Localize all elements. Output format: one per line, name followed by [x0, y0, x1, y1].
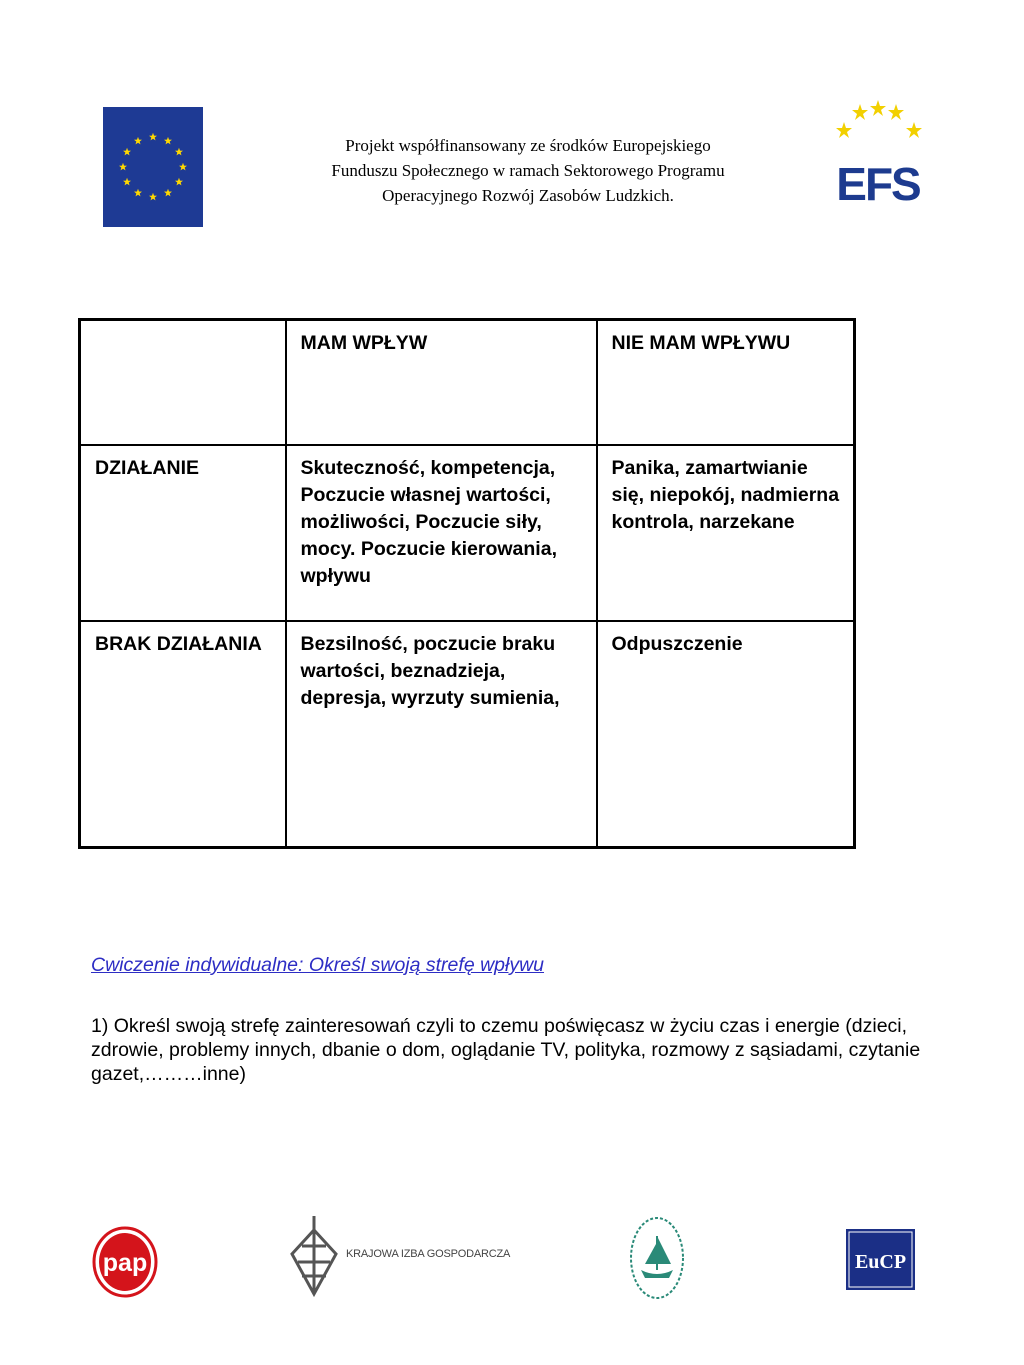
- svg-text:EuCP: EuCP: [854, 1251, 907, 1273]
- svg-text:pap: pap: [102, 1249, 148, 1277]
- table-header-row: [80, 320, 855, 445]
- exercise-title-link[interactable]: Cwiczenie indywidualne: Określ swoją strefę wpływu: [91, 954, 545, 976]
- table-row: [80, 621, 855, 848]
- header-line-1: Projekt współfinansowany ze środków Europejskiego: [345, 136, 711, 155]
- cell-action-no-influence: Panika, zamartwianie się, niepokój, nadmierna kontrola, narzekane: [597, 445, 855, 621]
- header-line-3: Operacyjnego Rozwój Zasobów Ludzkich.: [382, 186, 674, 205]
- influence-table: [78, 318, 856, 849]
- efs-logo: [832, 100, 924, 210]
- row-label-no-action: BRAK DZIAŁANIA: [80, 621, 286, 848]
- cell-no-action-no-influence: Odpuszczenie: [597, 621, 855, 848]
- header-line-2: Funduszu Społecznego w ramach Sektorowego Programu: [331, 161, 725, 180]
- eu-flag-logo: [103, 107, 203, 227]
- eucp-logo: [846, 1229, 915, 1290]
- exercise-instruction: 1) Określ swoją strefę zainteresowań czyli to czemu poświęcasz w życiu czas i energie (dzieci, zdrowie, problemy innych, dbanie o dom, oglądanie TV, polityka, rozmowy z sąsiadami, czytanie gazet,………inne): [91, 1015, 921, 1085]
- corner-cell: [80, 320, 286, 445]
- project-cofinancing-header: [268, 133, 788, 208]
- table-row: [80, 445, 855, 621]
- cell-action-influence: Skuteczność, kompetencja, Poczucie własnej wartości, możliwości, Poczucie siły, mocy. Poczucie kierowania, wpływu: [286, 445, 597, 621]
- column-header-no-influence: NIE MAM WPŁYWU: [597, 320, 855, 445]
- kig-logo-text: KRAJOWA IZBA GOSPODARCZA: [346, 1248, 511, 1260]
- column-header-influence: MAM WPŁYW: [286, 320, 597, 445]
- sgh-logo: [627, 1212, 687, 1304]
- efs-logo-text: EFS: [836, 158, 920, 210]
- pap-logo: [92, 1226, 158, 1298]
- cell-no-action-influence: Bezsilność, poczucie braku wartości, beznadzieja, depresja, wyrzuty sumienia,: [286, 621, 597, 848]
- row-label-action: DZIAŁANIE: [80, 445, 286, 621]
